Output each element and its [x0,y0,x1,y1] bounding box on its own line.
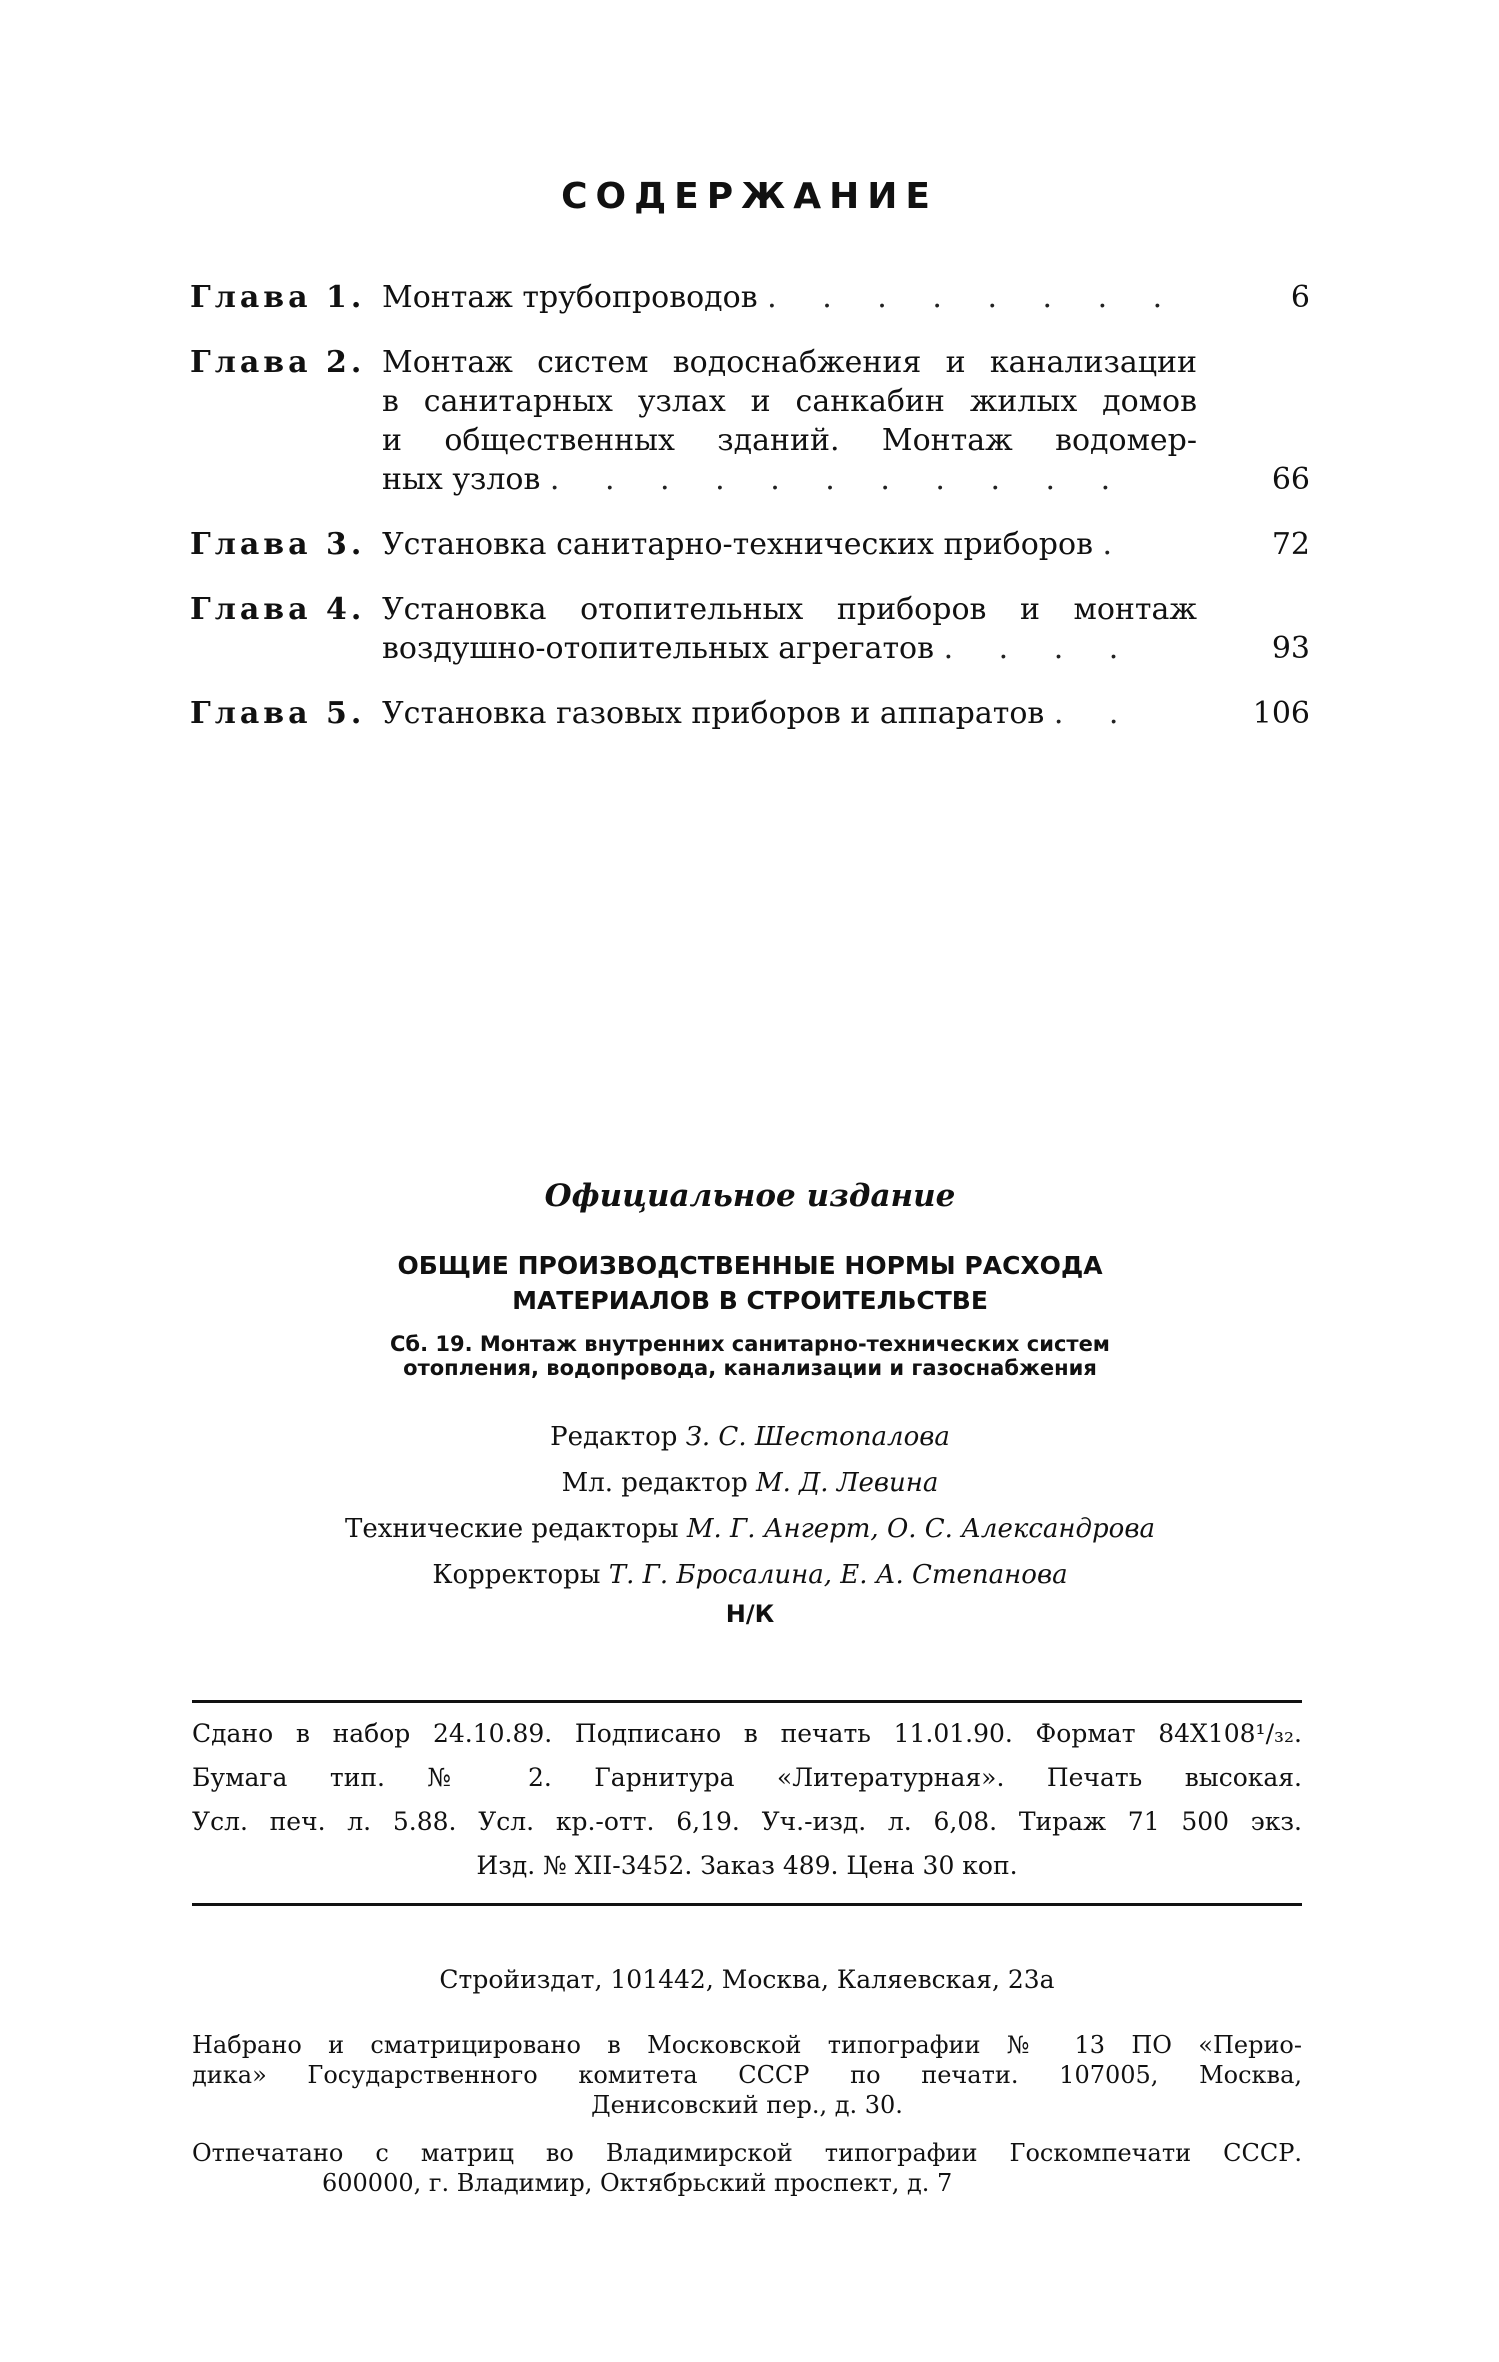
toc-chapter-title-line: ных узлов [382,462,541,497]
printed-by-info [192,2138,1302,2198]
printed-by-line: 600000, г. Владимир, Октябрьский проспект, д. 7 [322,2169,953,2197]
toc-chapter-title-line: и общественных зданий. Монтаж водомер- [382,423,1197,458]
toc-chapter-title-line: Монтаж систем водоснабжения и канализации [382,345,1197,380]
contents-title: СОДЕРЖАНИЕ [561,176,938,217]
credit-proofreaders: Корректоры Т. Г. Бросалина, Е. А. Степанова [432,1560,1068,1590]
divider-rule [192,1700,1302,1703]
toc-chapter-label: Глава 2. [190,345,366,380]
typesetting-line: дика» Государственного комитета СССР по печати. 107005, Москва, [192,2061,1302,2089]
credit-technical-editors: Технические редакторы М. Г. Ангерт, О. С. Александрова [345,1514,1155,1544]
toc-leader-dots: . [1102,527,1131,562]
credit-junior-editor: Мл. редактор М. Д. Левина [561,1468,939,1498]
typesetting-line: Денисовский пер., д. 30. [591,2091,903,2119]
print-details-line: Сдано в набор 24.10.89. Подписано в печать 11.01.90. Формат 84Х108¹/₃₂. [192,1719,1302,1748]
book-title-line: ОБЩИЕ ПРОИЗВОДСТВЕННЫЕ НОРМЫ РАСХОДА [397,1251,1103,1280]
toc-chapter-title: Установка санитарно-технических приборов [382,527,1093,562]
nk-mark: Н/К [725,1600,775,1628]
toc-chapter-title-line: воздушно-отопительных агрегатов [382,631,935,666]
typesetting-info [192,2030,1302,2120]
toc-page-number: 6 [1290,280,1310,315]
typesetting-line: Набрано и сматрицировано в Московской типографии № 13 ПО «Перио- [192,2031,1302,2059]
toc-chapter-title: Монтаж трубопроводов [382,280,758,315]
official-edition-label: Официальное издание [544,1178,956,1214]
toc-chapter-title: Установка газовых приборов и аппаратов [382,696,1045,731]
book-title-line: МАТЕРИАЛОВ В СТРОИТЕЛЬСТВЕ [512,1286,988,1315]
print-details-line: Бумага тип. № 2. Гарнитура «Литературная». Печать высокая. [192,1763,1302,1792]
toc-chapter-title-line: в санитарных узлах и санкабин жилых домов [382,384,1197,419]
toc-leader-dots: . . . . . . . . . . . [549,462,1129,497]
collection-line: отопления, водопровода, канализации и газоснабжения [403,1356,1097,1380]
publisher-address: Стройиздат, 101442, Москва, Каляевская, 23а [439,1965,1055,1994]
toc-chapter-label: Глава 5. [190,696,366,731]
toc-entry-chapter-5 [190,694,1310,733]
toc-leader-dots: . . . . [943,631,1137,666]
toc-page-number: 72 [1271,527,1310,562]
divider-rule [192,1903,1302,1906]
toc-entry-chapter-4 [190,590,1310,668]
credit-editor: Редактор З. С. Шестопалова [550,1422,950,1452]
toc-chapter-title-line: Установка отопительных приборов и монтаж [382,592,1197,627]
print-details [192,1712,1302,1888]
toc-page-number: 106 [1252,696,1310,731]
collection-subtitle [190,1332,1310,1380]
toc-leader-dots: . . [1053,696,1137,731]
toc-entry-chapter-1 [190,278,1310,317]
print-details-line: Изд. № XII-3452. Заказ 489. Цена 30 коп. [476,1851,1018,1880]
toc-page-number: 93 [1271,631,1310,666]
toc-chapter-label: Глава 1. [190,280,366,315]
toc-chapter-label: Глава 4. [190,592,366,627]
editorial-credits [190,1414,1310,1598]
book-title [190,1248,1310,1318]
collection-line: Сб. 19. Монтаж внутренних санитарно-технических систем [390,1332,1110,1356]
toc-page-number: 66 [1271,462,1310,497]
table-of-contents [190,278,1310,759]
toc-chapter-label: Глава 3. [190,527,366,562]
imprint-block [190,1178,1310,1628]
toc-entry-chapter-3 [190,525,1310,564]
printed-by-line: Отпечатано с матриц во Владимирской типографии Госкомпечати СССР. [192,2139,1302,2167]
toc-leader-dots: . . . . . . . . [767,280,1181,315]
toc-entry-chapter-2 [190,343,1310,499]
print-details-line: Усл. печ. л. 5.88. Усл. кр.-отт. 6,19. Уч.-изд. л. 6,08. Тираж 71 500 экз. [192,1807,1302,1836]
